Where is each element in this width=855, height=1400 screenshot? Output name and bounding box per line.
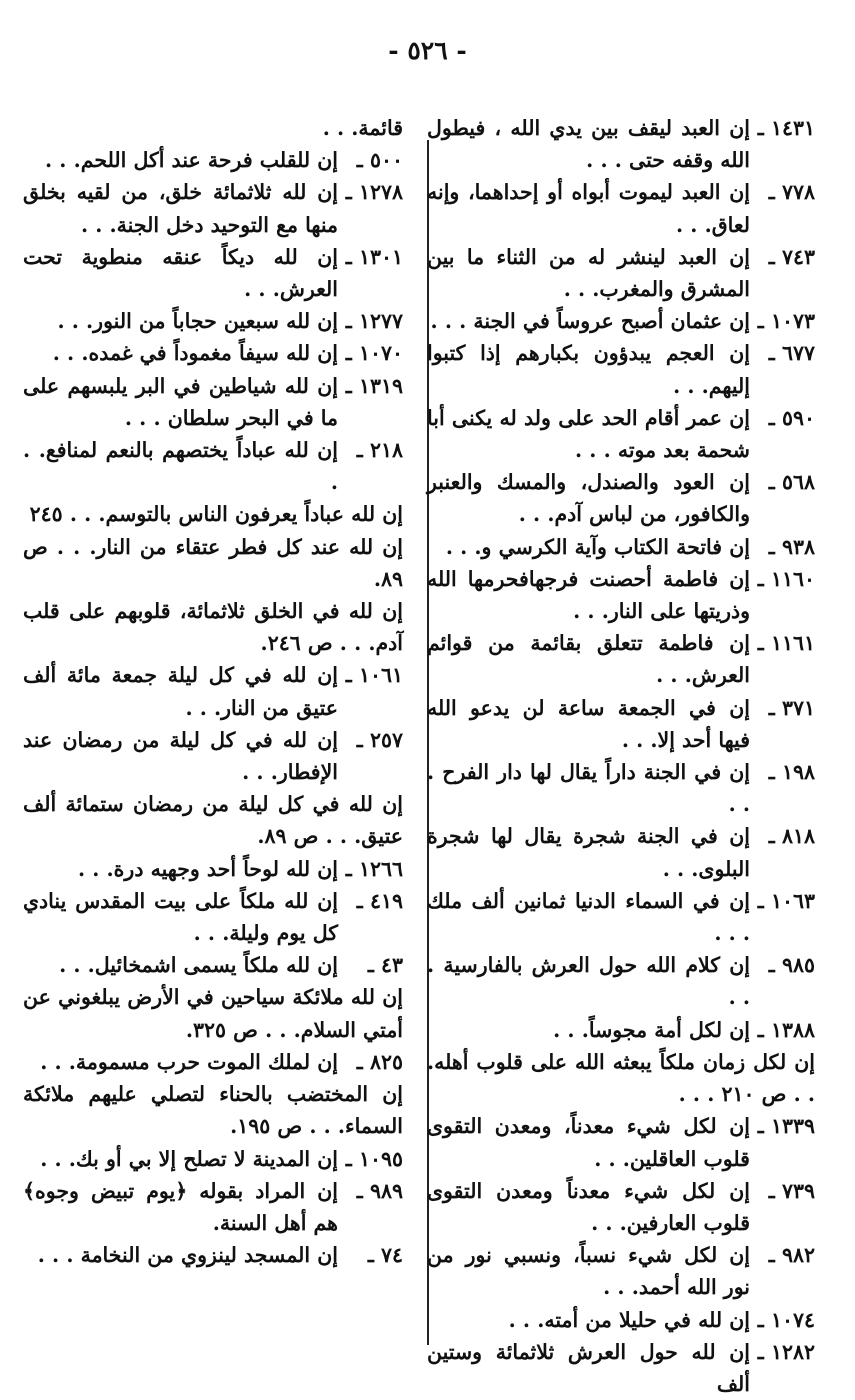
- entry-text: إن لله ملكاً يسمى اشمخائيل. . .: [59, 953, 338, 978]
- right-column: [427, 112, 815, 1400]
- index-entry: [427, 692, 815, 756]
- index-entry: [23, 434, 403, 498]
- entry-number: ١٠٦١ ـ: [345, 663, 403, 688]
- entry-number: ١٢٨٢ ـ: [757, 1339, 815, 1364]
- entry-text: إن في الجنة داراً يقال لها دار الفرح . . .: [427, 760, 750, 817]
- entry-number: ٨١٨ ـ: [768, 824, 815, 849]
- index-entry: [427, 756, 815, 820]
- entry-number: ١٠٩٥ ـ: [345, 1146, 403, 1171]
- entry-text: إن فاتحة الكتاب وآية الكرسي و. . .: [445, 534, 750, 559]
- entry-number: ١٤٣١ ـ: [757, 116, 815, 140]
- entry-text: إن العجم يبدؤون بكبارهم إذا كتبوا إليهم. . .: [427, 341, 750, 398]
- index-entry: [23, 853, 403, 885]
- index-entry: [23, 1046, 403, 1078]
- entry-text: إن لله في حليلا من أمته. . .: [508, 1307, 750, 1332]
- entry-text: إن المسجد لينزوي من النخامة . . .: [37, 1243, 338, 1268]
- entry-number: ٧٤ ـ: [367, 1243, 403, 1268]
- entry-text: إن في السماء الدنيا ثمانين ألف ملك . . .: [427, 888, 750, 946]
- entry-number: ٩٨٥ ـ: [768, 953, 815, 978]
- index-entry: [23, 144, 403, 176]
- entry-text: إن لله لوحاً أحد وجهيه درة. . .: [78, 856, 338, 881]
- page-number: - ٥٢٦ -: [388, 36, 467, 65]
- entry-number: ١٣٠١ ـ: [345, 244, 403, 269]
- entry-text: إن لله ثلاثمائة خلق، من لقيه بخلق منها مع التوحيد دخل الجنة. . .: [23, 180, 338, 237]
- index-entry: [427, 1304, 815, 1336]
- index-entry: [23, 370, 403, 434]
- entry-text: إن لله ديكاً عنقه منطوية تحت العرش. . .: [23, 244, 338, 302]
- index-entry: [23, 724, 403, 788]
- index-entry: [427, 305, 815, 337]
- entry-text: إن لكل أمة مجوساً. . .: [553, 1017, 750, 1042]
- entry-text: إن في الجنة شجرة يقال لها شجرة البلوى. . .: [427, 824, 750, 881]
- entry-text: إن كلام الله حول العرش بالفارسية . . .: [427, 953, 750, 1010]
- entry-text: إن فاطمة تتعلق بقائمة من قوائم العرش. . .: [427, 631, 750, 688]
- entry-text: إن لله عباداً يختصهم بالنعم لمنافع. . .: [23, 438, 338, 495]
- entry-number: ١٢٧٧ ـ: [345, 309, 403, 334]
- index-entry: [23, 241, 403, 305]
- entry-number: ٩٣٨ ـ: [768, 534, 815, 559]
- entry-text: إن لله في كل ليلة من رمضان ستمائة ألف عتيق. . . ص ٨٩.: [23, 792, 403, 849]
- entry-number: ١٠٧٤ ـ: [757, 1307, 815, 1332]
- index-entry: [427, 466, 815, 530]
- entry-text: إن عثمان أصبح عروساً في الجنة . . .: [430, 309, 750, 334]
- entry-text: إن فاطمة أحصنت فرجهافحرمها الله وذريتها على النار. . .: [427, 566, 750, 624]
- entry-number: ٩٨٩ ـ: [356, 1178, 403, 1203]
- entry-number: ١٢٧٨ ـ: [345, 180, 403, 205]
- index-entry: [427, 176, 815, 240]
- entry-number: ٧٤٣ ـ: [768, 244, 815, 269]
- index-entry: [23, 885, 403, 949]
- entry-number: ٧٧٨ ـ: [768, 180, 815, 205]
- entry-number: ١١٦١ ـ: [757, 631, 815, 656]
- index-entry: [23, 1175, 403, 1239]
- left-column: [23, 112, 403, 1271]
- index-entry: [23, 1239, 403, 1271]
- entry-number: ٥٩٠ ـ: [768, 405, 815, 430]
- entry-number: ١٩٨ ـ: [768, 760, 815, 785]
- entry-text: إن العود والصندل، والمسك والعنبر والكافور، من لباس آدم. . .: [427, 470, 750, 527]
- entry-number: ١٣٣٩ ـ: [757, 1114, 815, 1139]
- entry-text: إن لكل شيء نسباً، ونسبي نور من نور الله أحمد. . .: [427, 1243, 750, 1300]
- entry-number: ٨٢٥ ـ: [356, 1049, 403, 1074]
- entry-number: ١٠٦٣ ـ: [757, 888, 815, 913]
- entry-number: ١٣١٩ ـ: [345, 373, 403, 398]
- index-entry: [427, 402, 815, 466]
- entry-text: إن لله شياطين في البر يلبسهم على ما في البحر سلطان . . .: [23, 373, 338, 430]
- entry-text: إن المدينة لا تصلح إلا بي أو بك. . .: [40, 1146, 338, 1171]
- entry-text: إن عمر أقام الحد على ولد له يكنى أبا شحمة بعد موته . . .: [427, 405, 750, 463]
- entry-text: إن لكل شيء معدناً ومعدن التقوى قلوب العارفين. . .: [427, 1178, 750, 1235]
- entry-text: إن لكل شيء معدناً، ومعدن التقوى قلوب العاقلين. . .: [427, 1114, 750, 1171]
- entry-text: إن المختضب بالحناء لتصلي عليهم ملائكة السماء. . . ص ١٩٥.: [23, 1082, 403, 1139]
- entry-text: إن العبد لينشر له من الثناء ما بين المشرق والمغرب. . .: [427, 244, 750, 302]
- index-entry: [427, 1239, 815, 1303]
- entry-text: إن لله عباداً يعرفون الناس بالتوسم. . . ٢٤٥: [29, 502, 403, 527]
- entry-text: قائمة. . .: [322, 116, 403, 140]
- entry-number: ٥٦٨ ـ: [768, 470, 815, 495]
- index-entry: [23, 788, 403, 852]
- index-entry: [427, 1046, 815, 1110]
- entry-text: إن لله سبعين حجاباً من النور. . .: [57, 309, 338, 334]
- entry-text: إن العبد ليموت أبواه أو إحداهما، وإنه لعاق. . .: [427, 180, 750, 237]
- index-entry: [427, 241, 815, 305]
- entry-text: إن المراد بقوله ﴿يوم تبيض وجوه﴾ هم أهل السنة.: [23, 1178, 338, 1235]
- index-entry: [427, 1014, 815, 1046]
- index-entry: [23, 595, 403, 659]
- entry-number: ٤٣ ـ: [367, 953, 403, 978]
- entry-number: ٩٨٢ ـ: [768, 1243, 815, 1268]
- entry-text: إن لملك الموت حرب مسمومة. . .: [40, 1049, 338, 1074]
- index-entry: [23, 531, 403, 595]
- index-entry: [427, 1336, 815, 1400]
- index-entry: [427, 1110, 815, 1174]
- index-entry: [427, 627, 815, 691]
- entry-text: إن لله ملكاً على بيت المقدس ينادي كل يوم وليلة. . .: [23, 888, 338, 946]
- entry-number: ٦٧٧ ـ: [768, 341, 815, 366]
- entry-number: ١١٦٠ ـ: [757, 566, 815, 591]
- index-entry: [23, 176, 403, 240]
- entry-number: ٤١٩ ـ: [356, 888, 403, 913]
- entry-text: إن للقلب فرحة عند أكل اللحم. . .: [45, 148, 338, 173]
- index-entry: [23, 949, 403, 981]
- entry-text: إن لله في الخلق ثلاثمائة، قلوبهم على قلب آدم. . . ص ٢٤٦.: [23, 599, 403, 656]
- entry-text: إن في الجمعة ساعة لن يدعو الله فيها أحد إلا. . .: [427, 695, 750, 752]
- entry-text: إن لله عند كل فطر عتقاء من النار. . . ص ٨٩.: [23, 534, 403, 591]
- index-entry: [23, 498, 403, 530]
- entry-number: ٢١٨ ـ: [356, 438, 403, 463]
- entry-number: ١٠٧٣ ـ: [757, 309, 815, 334]
- index-entry: [23, 1143, 403, 1175]
- entry-text: إن لله حول العرش ثلاثمائة وستين ألف: [427, 1339, 750, 1396]
- index-entry: [23, 112, 403, 144]
- entry-number: ١٠٧٠ ـ: [345, 341, 403, 366]
- entry-text: إن لله في كل ليلة جمعة مائة ألف عتيق من النار. . .: [23, 663, 338, 720]
- entry-number: ١٢٦٦ ـ: [345, 856, 403, 881]
- index-entry: [427, 563, 815, 627]
- entry-number: ٥٠٠ ـ: [356, 148, 403, 173]
- index-entry: [23, 1078, 403, 1142]
- entry-text: إن لله في كل ليلة من رمضان عند الإفطار. . .: [23, 727, 338, 785]
- index-entry: [427, 1175, 815, 1239]
- entry-text: إن لكل زمان ملكاً يبعثه الله على قلوب أهله. . . ص ٢١٠ . . .: [427, 1049, 815, 1107]
- index-entry: [427, 949, 815, 1013]
- entry-text: إن العبد ليقف بين يدي الله ، فيطول الله وقفه حتى . . .: [427, 116, 750, 173]
- index-entry: [427, 885, 815, 949]
- index-entry: [427, 112, 815, 176]
- index-entry: [427, 820, 815, 884]
- index-entry: [23, 981, 403, 1045]
- entry-number: ٢٥٧ ـ: [356, 727, 403, 752]
- index-entry: [23, 337, 403, 369]
- entry-text: إن لله ملائكة سياحين في الأرض يبلغوني عن أمتي السلام. . . ص ٣٢٥.: [23, 985, 403, 1042]
- index-entry: [23, 305, 403, 337]
- entry-number: ٣٧١ ـ: [768, 695, 815, 720]
- index-entry: [23, 659, 403, 723]
- entry-text: إن لله سيفاً مغموداً في غمده. . .: [52, 341, 338, 366]
- index-entry: [427, 337, 815, 401]
- index-entry: [427, 531, 815, 563]
- entry-number: ١٣٨٨ ـ: [757, 1017, 815, 1042]
- entry-number: ٧٣٩ ـ: [768, 1178, 815, 1203]
